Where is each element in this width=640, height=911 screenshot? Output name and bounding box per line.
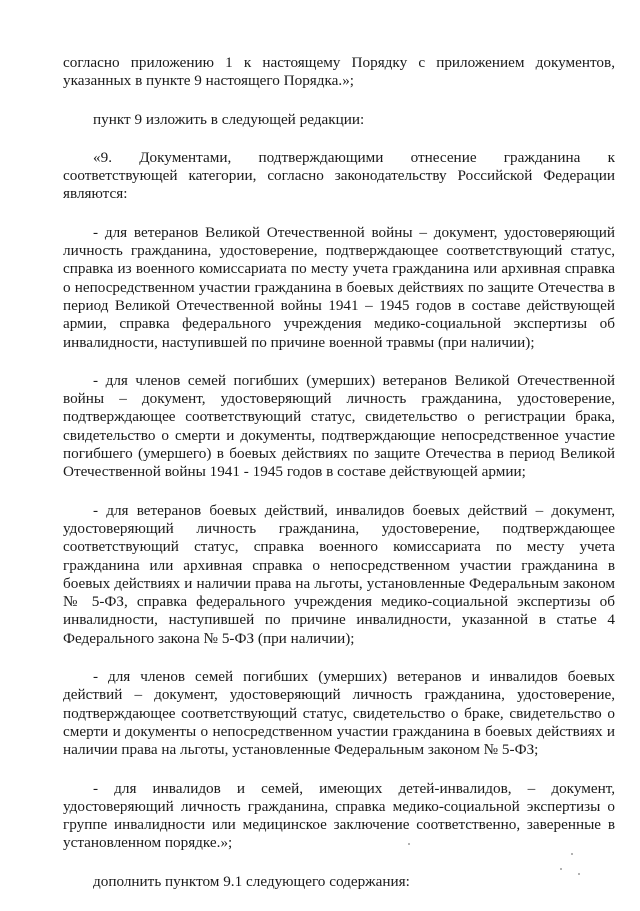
scan-speck [560,868,562,870]
paragraph-combat-veterans: - для ветеранов боевых действий, инвалидов боевых действий – документ, удостоверяющий личность гражданина, удостоверение, подтверждающее соответствующий статус, справка военного комиссариата по месту учета гражданина или архивная справка о непосредственном участии гражданина в боевых действиях и наличии права на льготы, установленные Федеральным законом № 5-ФЗ, справка федерального учреждения медико-социальной экспертизы об инвалидности, наступившей по причине инвалидности, указанной в статье 4 Федерального закона № 5-ФЗ (при наличии); [63,501,615,647]
scan-speck [408,843,410,845]
paragraph-add-item-9-1: дополнить пунктом 9.1 следующего содержания: [93,872,410,890]
paragraph-continuation: согласно приложению 1 к настоящему Порядку с приложением документов, указанных в пункте 9 настоящего Порядка.»; [63,54,615,90]
paragraph-amendment-intro: пункт 9 изложить в следующей редакции: [93,110,365,128]
scan-speck [578,873,580,875]
paragraph-disabled: - для инвалидов и семей, имеющих детей-инвалидов, – документ, удостоверяющий личность гражданина, справка медико-социальной экспертизы о группе инвалидности или медицинское заключение соответственно, заверенные в установленном порядке.»; [63,779,615,852]
paragraph-wwii-veterans: - для ветеранов Великой Отечественной войны – документ, удостоверяющий личность гражданина, удостоверение, подтверждающее соответствующий статус, справка из военного комиссариата по месту учета гражданина или архивная справка о непосредственном участии гражданина в боевых действиях по защите Отечества в период Великой Отечественной войны 1941 – 1945 годов в составе действующей армии, справка федерального учреждения медико-социальной экспертизы об инвалидности, наступившей по причине военной травмы (при наличии); [63,223,615,351]
document-body [63,54,615,911]
paragraph-item-9: «9. Документами, подтверждающими отнесение гражданина к соответствующей категории, согласно законодательству Российской Федерации являются: [63,148,615,203]
paragraph-wwii-families: - для членов семей погибших (умерших) ветеранов Великой Отечественной войны – документ, удостоверяющий личность гражданина, удостоверение, подтверждающее соответствующий статус, свидетельство о регистрации брака, свидетельство о смерти и документы, подтверждающие непосредственное участие погибшего (умершего) в боевых действиях по защите Отечества в период Великой Отечественной войны 1941 - 1945 годов в составе действующей армии; [63,371,615,481]
paragraph-combat-families: - для членов семей погибших (умерших) ветеранов и инвалидов боевых действий – документ, удостоверяющий личность гражданина, удостоверение, подтверждающее соответствующий статус, свидетельство о браке, свидетельство о смерти и документы о непосредственном участии гражданина в боевых действиях и наличии права на льготы, установленные Федеральным законом № 5-ФЗ; [63,668,615,759]
scan-speck [571,853,573,855]
